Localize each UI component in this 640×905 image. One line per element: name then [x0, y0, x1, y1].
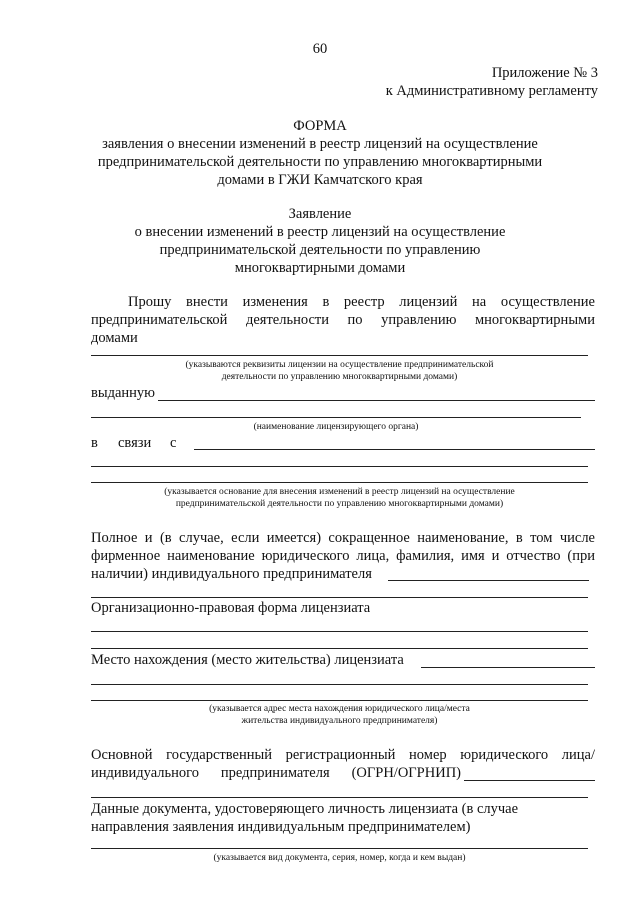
full-name-line-2: фирменное наименование юридического лица, фамилия, имя и отчество (при — [91, 548, 595, 564]
authority-field[interactable] — [91, 417, 581, 418]
reason-field-3[interactable] — [91, 482, 588, 483]
form-title-line-4: домами в ГЖИ Камчатского края — [217, 172, 423, 188]
hint-basis-2: предпринимательской деятельности по управлению многоквартирными домами) — [175, 499, 504, 509]
license-details-field[interactable] — [91, 355, 588, 356]
id-doc-field[interactable] — [91, 848, 588, 849]
location-label: Место нахождения (место жительства) лицензиата — [91, 652, 404, 668]
full-name-field-2[interactable] — [91, 597, 588, 598]
hint-document: (указывается вид документа, серия, номер, когда и кем выдан) — [213, 853, 466, 863]
due-label-svyazi: связи — [118, 435, 152, 451]
statement-title-line-1: Заявление — [288, 206, 352, 222]
legal-form-field-2[interactable] — [91, 648, 588, 649]
statement-title-line-2: о внесении изменений в реестр лицензий на осуществление — [134, 224, 506, 240]
issued-field[interactable] — [158, 400, 595, 401]
due-label-v: в — [91, 435, 98, 451]
hint-address-1: (указывается адрес места нахождения юридического лица/места — [209, 704, 470, 714]
full-name-line-3: наличии) индивидуального предпринимателя — [91, 566, 372, 582]
location-field-3[interactable] — [91, 700, 588, 701]
hint-address-2: жительства индивидуального предпринимателя) — [241, 716, 438, 726]
full-name-line-1: Полное и (в случае, если имеется) сокращенное наименование, в том числе — [91, 530, 595, 546]
hint-authority: (наименование лицензирующего органа) — [253, 422, 419, 432]
issued-label: выданную — [91, 385, 156, 401]
id-doc-line-2: направления заявления индивидуальным предпринимателем) — [91, 819, 471, 835]
form-title-line-1: ФОРМА — [293, 118, 347, 134]
location-field-1[interactable] — [421, 667, 595, 668]
request-line-3: домами — [91, 330, 138, 346]
ogrn-line-1: Основной государственный регистрационный номер юридического лица/ — [91, 747, 595, 763]
request-line-2: предпринимательской деятельности по управлению многоквартирными — [91, 312, 595, 328]
due-label-s: с — [170, 435, 177, 451]
form-title-line-3: предпринимательской деятельности по управлению многоквартирными — [97, 154, 543, 170]
appendix-line-2: к Административному регламенту — [385, 83, 598, 99]
hint-license-1: (указываются реквизиты лицензии на осуществление предпринимательской — [185, 360, 494, 370]
reason-field-2[interactable] — [91, 466, 588, 467]
ogrn-field-1[interactable] — [464, 780, 595, 781]
appendix-line-1: Приложение № 3 — [491, 65, 598, 81]
hint-basis-1: (указывается основание для внесения изменений в реестр лицензий на осуществление — [164, 487, 515, 497]
ogrn-line-2: индивидуального предпринимателя (ОГРН/ОГРНИП) — [91, 765, 461, 781]
location-field-2[interactable] — [91, 684, 588, 685]
hint-license-2: деятельности по управлению многоквартирными домами) — [221, 372, 458, 382]
reason-field-1[interactable] — [194, 449, 595, 450]
form-title-line-2: заявления о внесении изменений в реестр лицензий на осуществление — [102, 136, 538, 152]
request-line-1: Прошу внести изменения в реестр лицензий на осуществление — [128, 294, 595, 310]
statement-title-line-4: многоквартирными домами — [234, 260, 406, 276]
full-name-field-1[interactable] — [388, 580, 589, 581]
ogrn-field-2[interactable] — [91, 797, 588, 798]
legal-form-field-1[interactable] — [91, 631, 588, 632]
page-number: 60 — [312, 41, 328, 57]
legal-form-label: Организационно-правовая форма лицензиата — [91, 600, 371, 616]
statement-title-line-3: предпринимательской деятельности по управлению — [159, 242, 481, 258]
id-doc-line-1: Данные документа, удостоверяющего личность лицензиата (в случае — [91, 801, 519, 817]
